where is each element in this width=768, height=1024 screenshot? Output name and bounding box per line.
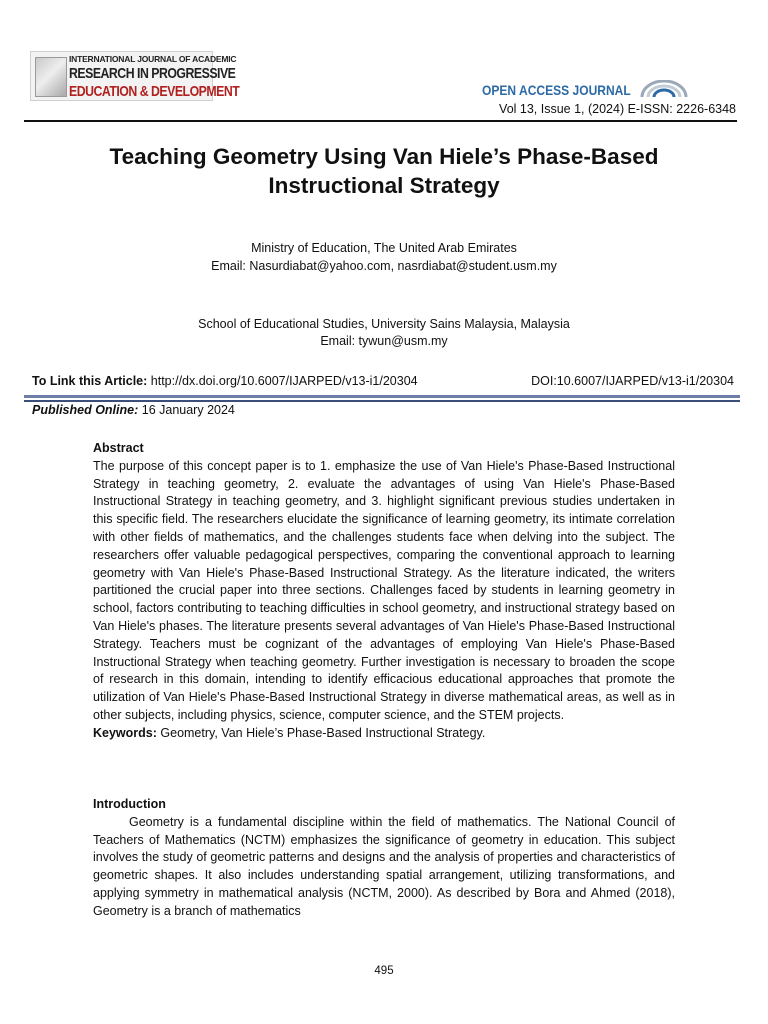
introduction-text: Geometry is a fundamental discipline within the field of mathematics. The National Council of Teachers of Mathematics (NCTM) emphasizes the significance of geometry in education. This subject involves the study of geometric patterns and designs and the analysis of properties and characteristics of geometric shapes. It also includes understanding spatial arrangement, utilizing transformations, and applying symmetry in mathematical analysis (NCTM, 2000). As described by Bora and Ahmed (2018), Geometry is a branch of mathematics: [93, 814, 675, 918]
published-label: Published Online:: [32, 403, 139, 417]
published-date: 16 January 2024: [141, 403, 235, 417]
abstract-section: [93, 440, 675, 743]
article-link-row: [32, 374, 734, 388]
journal-logo-line2: RESEARCH IN PROGRESSIVE: [69, 65, 236, 82]
header-divider: [24, 120, 737, 122]
doi[interactable]: DOI:10.6007/IJARPED/v13-i1/20304: [531, 374, 734, 388]
journal-logo: [30, 51, 240, 101]
keywords-label: Keywords:: [93, 725, 157, 740]
divider-blue-2: [24, 400, 740, 402]
keywords: [93, 725, 675, 743]
link-label: To Link this Article:: [32, 374, 148, 388]
journal-logo-line1: INTERNATIONAL JOURNAL OF ACADEMIC: [69, 54, 237, 64]
divider-blue-1: [24, 395, 740, 398]
article-link[interactable]: http://dx.doi.org/10.6007/IJARPED/v13-i1/20304: [150, 374, 418, 388]
introduction-section: [93, 796, 675, 921]
email-1: Email: Nasurdiabat@yahoo.com, nasrdiabat@student.usm.my: [211, 259, 557, 273]
keywords-text: Geometry, Van Hiele’s Phase-Based Instructional Strategy.: [160, 725, 486, 740]
page-number: 495: [374, 965, 394, 977]
open-access-label: OPEN ACCESS JOURNAL: [482, 82, 631, 98]
journal-logo-emblem: [35, 57, 67, 97]
published-online: [32, 403, 235, 417]
paper-title: Teaching Geometry Using Van Hiele’s Phase-Based Instructional Strategy: [109, 144, 659, 198]
abstract-heading: Abstract: [93, 441, 144, 455]
email-2: Email: tywun@usm.my: [320, 334, 448, 348]
abstract-text: The purpose of this concept paper is to 1. emphasize the use of Van Hiele's Phase-Based Instructional Strategy in teaching geometry, 2. evaluate the advantages of using Van Hiele's Phase-Based Instructional Strategy in teaching geometry, and 3. highlight significant previous studies undertaken in this specific field. The researchers elucidate the significance of learning geometry, its intimate correlation with other fields of mathematics, and the challenges students face when delving into the subject. The researchers offer valuable pedagogical perspectives, comparing the conventional approach to learning geometry with Van Hiele's Phase-Based Instructional Strategy. As the literature indicated, the writers partitioned the crucial paper into three sections. Challenges faced by students in learning geometry in school, factors contributing to teaching difficulties in school geometry, and instructional strategy based on Van Hiele's phases. The literature presents several advantages of Van Hiele's Phase-Based Instructional Strategy. Teachers must be cognizant of the advantages of employing Van Hiele's Phase-Based Instructional Strategy when teaching geometry. Further investigation is necessary to broaden the scope of research in this domain, intending to identify efficacious educational approaches that promote the utilization of Van Hiele's Phase-Based Instructional Strategy in diverse mathematical areas, as well as in other subjects, including physics, science, computer science, and the STEM projects.: [93, 458, 675, 722]
introduction-heading: Introduction: [93, 797, 166, 811]
affiliation-2: School of Educational Studies, University Sains Malaysia, Malaysia: [198, 317, 570, 331]
volume-info: Vol 13, Issue 1, (2024) E-ISSN: 2226-6348: [499, 102, 736, 116]
affiliation-1: Ministry of Education, The United Arab Emirates: [251, 241, 517, 255]
journal-logo-line3: EDUCATION & DEVELOPMENT: [69, 83, 240, 100]
open-access-icon: [638, 80, 690, 98]
